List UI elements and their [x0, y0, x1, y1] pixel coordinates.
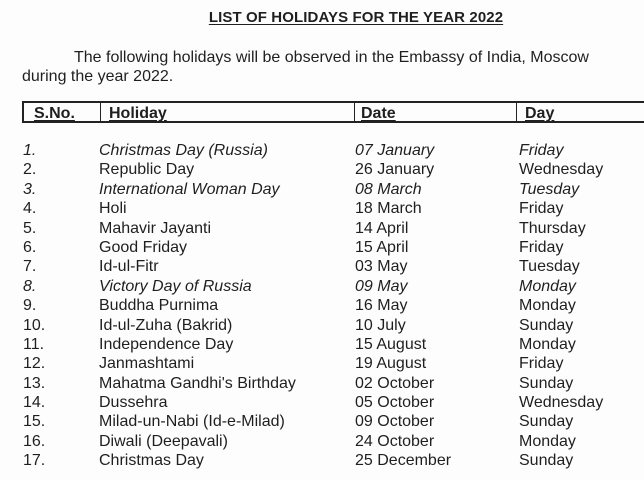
row-number: 8.	[23, 277, 37, 295]
row-day: Sunday	[519, 413, 574, 431]
row-date: 10 July	[355, 316, 406, 334]
row-day: Friday	[519, 200, 564, 218]
header-divider	[354, 103, 355, 121]
header-sno: S.No.	[34, 105, 75, 122]
table-row	[0, 354, 644, 373]
row-holiday: Christmas Day (Russia)	[99, 142, 268, 159]
row-day: Friday	[519, 142, 564, 159]
table-row	[0, 160, 644, 179]
row-date: 24 October	[355, 432, 435, 450]
intro-line-1: The following holidays will be observed in the Embassy of India, Moscow	[74, 49, 589, 66]
row-holiday: Buddha Purnima	[99, 297, 219, 315]
table-row	[0, 335, 644, 354]
row-holiday: Republic Day	[99, 161, 195, 179]
table-row	[0, 393, 644, 412]
row-day: Monday	[519, 335, 576, 353]
table-row	[0, 374, 644, 393]
row-day: Wednesday	[519, 394, 604, 412]
table-row	[0, 451, 644, 470]
table-row	[0, 316, 644, 335]
row-date: 26 January	[355, 161, 435, 179]
row-holiday: Dussehra	[99, 394, 168, 412]
row-holiday: Holi	[99, 200, 127, 218]
row-holiday: Id-ul-Zuha (Bakrid)	[99, 316, 233, 334]
row-date: 09 October	[355, 413, 435, 431]
row-holiday: Id-ul-Fitr	[99, 258, 159, 276]
intro-paragraph	[22, 48, 642, 86]
row-date: 03 May	[355, 258, 408, 276]
header-divider	[516, 103, 517, 121]
row-number: 17.	[23, 452, 46, 470]
row-number: 12.	[23, 355, 46, 373]
row-day: Tuesday	[519, 258, 580, 276]
row-number: 14.	[23, 394, 46, 412]
row-number: 9.	[23, 297, 37, 315]
row-holiday: International Woman Day	[99, 180, 280, 198]
table-row	[0, 257, 644, 276]
table-row	[0, 199, 644, 218]
row-number: 4.	[23, 200, 37, 218]
row-day: Sunday	[519, 374, 574, 392]
row-number: 7.	[23, 258, 37, 276]
row-day: Wednesday	[519, 161, 604, 179]
row-number: 3.	[23, 180, 37, 198]
row-holiday: Good Friday	[99, 238, 188, 256]
table-row	[0, 432, 644, 451]
row-number: 2.	[23, 161, 37, 179]
table-row	[0, 219, 644, 238]
row-day: Monday	[519, 297, 576, 315]
row-date: 09 May	[355, 277, 408, 295]
row-date: 02 October	[355, 374, 435, 392]
row-holiday: Victory Day of Russia	[99, 277, 252, 295]
row-date: 15 August	[355, 335, 427, 353]
row-date: 25 December	[355, 452, 452, 470]
row-number: 16.	[23, 432, 46, 450]
header-divider	[100, 103, 101, 121]
row-day: Friday	[519, 238, 564, 256]
row-date: 07 January	[355, 142, 435, 159]
row-day: Friday	[519, 355, 564, 373]
row-day: Thursday	[519, 219, 586, 237]
header-holiday: Holiday	[109, 105, 167, 122]
row-number: 10.	[23, 316, 46, 334]
table-header	[22, 101, 644, 123]
table-row	[0, 296, 644, 315]
row-day: Tuesday	[519, 180, 580, 198]
row-date: 05 October	[355, 394, 435, 412]
row-number: 1.	[23, 142, 37, 159]
row-date: 08 March	[355, 180, 422, 198]
row-date: 16 May	[355, 297, 408, 315]
header-date: Date	[361, 105, 396, 122]
row-day: Monday	[519, 277, 576, 295]
row-date: 18 March	[355, 200, 422, 218]
row-number: 15.	[23, 413, 46, 431]
row-number: 11.	[23, 335, 45, 353]
row-number: 5.	[23, 219, 37, 237]
table-row	[0, 238, 644, 257]
row-day: Sunday	[519, 452, 574, 470]
header-day: Day	[525, 105, 555, 122]
row-number: 13.	[23, 374, 46, 392]
row-holiday: Mahatma Gandhi's Birthday	[99, 374, 296, 392]
table-row	[0, 141, 644, 160]
row-day: Monday	[519, 432, 576, 450]
row-holiday: Milad-un-Nabi (Id-e-Milad)	[99, 413, 285, 431]
row-holiday: Janmashtami	[99, 355, 195, 373]
row-number: 6.	[23, 238, 37, 256]
row-day: Sunday	[519, 316, 574, 334]
row-date: 14 April	[355, 219, 409, 237]
holiday-list	[0, 141, 644, 471]
table-row	[0, 180, 644, 199]
document-title: LIST OF HOLIDAYS FOR THE YEAR 2022	[208, 9, 504, 26]
intro-line-2: during the year 2022.	[22, 68, 174, 85]
table-row	[0, 412, 644, 431]
row-holiday: Independence Day	[99, 335, 234, 353]
row-holiday: Mahavir Jayanti	[99, 219, 212, 237]
row-date: 19 August	[355, 355, 427, 373]
row-date: 15 April	[355, 238, 409, 256]
row-holiday: Diwali (Deepavali)	[99, 432, 228, 450]
row-holiday: Christmas Day	[99, 452, 204, 470]
table-row	[0, 277, 644, 296]
